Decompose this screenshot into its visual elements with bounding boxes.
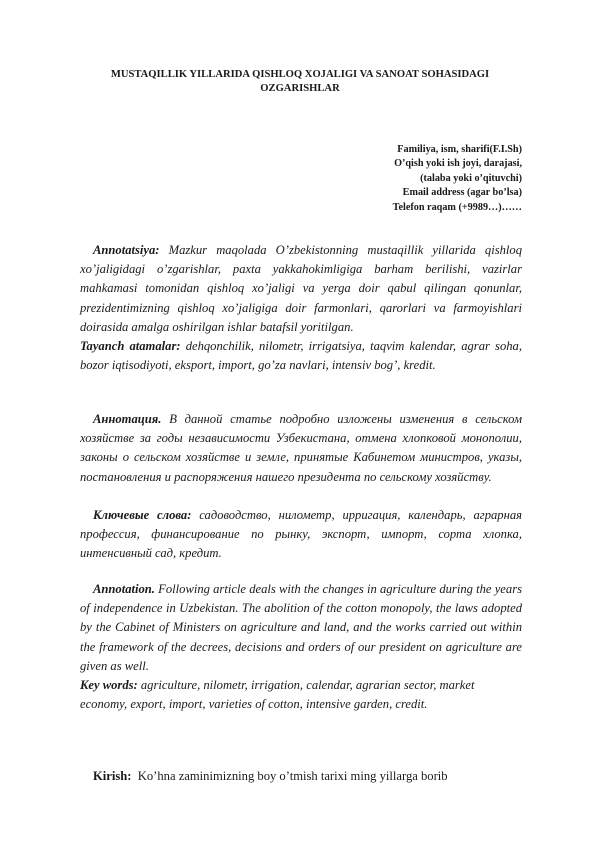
title-line-1: MUSTAQILLIK YILLARIDA QISHLOQ XOJALIGI VA SANOAT SOHASIDAGI [110, 69, 490, 80]
introduction-paragraph [80, 767, 522, 786]
russian-keywords-label: Ключевые слова: [93, 508, 192, 522]
author-info-block [393, 143, 522, 215]
article-title [80, 68, 520, 96]
english-annotation-label: Annotation. [93, 582, 155, 596]
russian-keywords-text: садоводство, нилометр, ирригация, календарь, аграрная профессия, финансирование по рынку, экспорт, импорт, сорта хлопка, интенсивный сад, кредит. [80, 508, 522, 561]
author-role-field: (talaba yoki o’qituvchi) [420, 172, 522, 184]
author-workplace-field: O’qish yoki ish joyi, darajasi, [394, 158, 522, 170]
english-keywords-label: Key words: [80, 678, 138, 692]
uzbek-annotation-label: Annotatsiya: [93, 243, 160, 257]
uzbek-annotation-text: Mazkur maqolada O’zbekistonning mustaqillik yillarida qishloq xo’jaligidagi o’zgarishlar, paxta yakkahokimligiga barham berilishi, vazirlar mahkamasi tomonidan qishloq xo’jaligi va yerga doir qabul qilingan qonunlar, prezidentimizning qishloq xo’jaligiga doir farmonlari, qarorlari va farmoyishlari doirasida amalga oshirilgan ishlar batafsil yoritilgan. [80, 243, 523, 334]
title-line-2: OZGARISHLAR [260, 83, 340, 94]
russian-annotation-label: Аннотация. [93, 412, 162, 426]
author-phone-field: Telefon raqam (+9989…)…… [392, 201, 522, 213]
english-keywords [80, 676, 522, 714]
russian-keywords [80, 506, 522, 564]
introduction-text: Ko’hna zaminimizning boy o’tmish tarixi ming yillarga borib [137, 769, 448, 783]
russian-annotation-text: В данной статье подробно изложены изменения в сельском хозяйстве за годы независимости Узбекистана, отмена хлопковой монополии, законы о сельском хозяйстве и земле, принятые Кабинетом министров, указы, постановления и распоряжения нашего президента по сельскому хозяйству. [80, 412, 522, 484]
english-keywords-text-2: economy, export, import, varieties of cotton, intensive garden, credit. [80, 697, 428, 712]
uzbek-annotation [80, 241, 522, 337]
author-email-field: Email address (agar bo’lsa) [402, 187, 522, 199]
english-annotation [80, 580, 522, 676]
author-name-field: Familiya, ism, sharifi(F.I.Sh) [397, 144, 522, 155]
uzbek-keywords-text: dehqonchilik, nilometr, irrigatsiya, taqvim kalendar, agrar soha, bozor iqtisodiyoti, eksport, import, go’za navlari, intensiv bog’, kredit. [80, 339, 522, 373]
english-keywords-text-1: agriculture, nilometr, irrigation, calendar, agrarian sector, market [140, 678, 475, 692]
uzbek-keywords [80, 337, 522, 375]
introduction-label: Kirish: [93, 769, 132, 783]
russian-annotation [80, 410, 522, 487]
uzbek-keywords-label: Tayanch atamalar: [80, 339, 181, 353]
english-annotation-text: Following article deals with the changes in agriculture during the years of independence in Uzbekistan. The abolition of the cotton monopoly, the laws adopted by the Cabinet of Ministers on agriculture and land, and the works carried out within the framework of the decrees, decisions and orders of our president on agriculture are given as well. [80, 582, 522, 673]
